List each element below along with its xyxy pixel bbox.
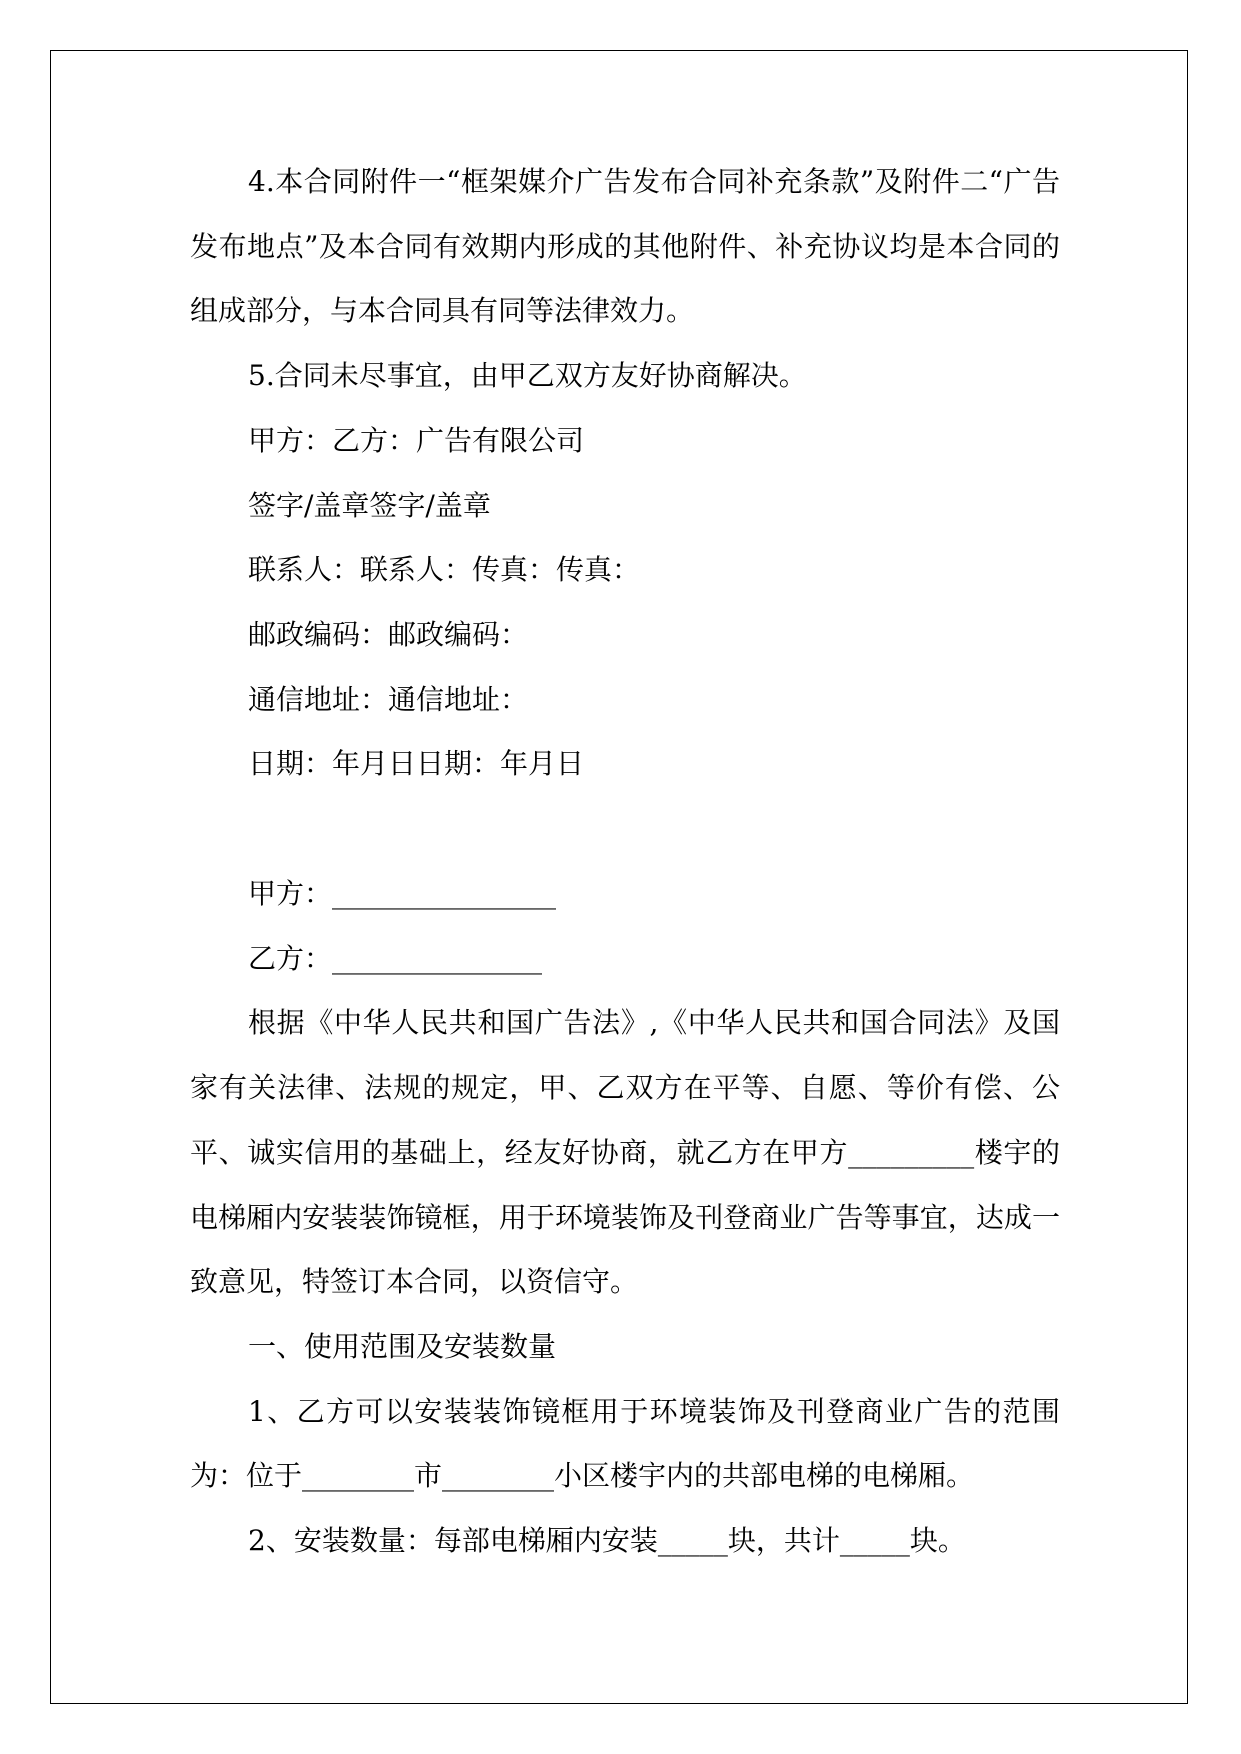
paragraph-party-a: 甲方：________________: [248, 877, 557, 911]
paragraph-signature: 签字/盖章签字/盖章: [248, 488, 491, 522]
paragraph-parties: 甲方：乙方：广告有限公司: [248, 423, 585, 457]
paragraph-party-b: 乙方：_______________: [248, 941, 543, 975]
paragraph-contact: 联系人：联系人：传真：传真：: [248, 553, 641, 587]
paragraph-attachments: 4.本合同附件一“框架媒介广告发布合同补充条款”及附件二“广告发布地点”及本合同有效期内形成的其他附件、补充协议均是本合同的组成部分，与本合同具有同等法律效力。: [190, 165, 1060, 328]
paragraph-scope: 1、乙方可以安装装饰镜框用于环境装饰及刊登商业广告的范围为：位于________市________小区楼宇内的共部电梯的电梯厢。: [190, 1394, 1060, 1493]
section-heading-scope: 一、使用范围及安装数量: [248, 1329, 557, 1363]
paragraph-date: 日期：年月日日期：年月日: [248, 747, 585, 781]
paragraph-postcode: 邮政编码：邮政编码：: [248, 617, 529, 651]
paragraph-quantity: 2、安装数量：每部电梯厢内安装_____块，共计_____块。: [248, 1524, 966, 1558]
paragraph-address: 通信地址：通信地址：: [248, 682, 529, 716]
document-body: [190, 150, 1060, 1574]
paragraph-unresolved-matters: 5.合同未尽事宜，由甲乙双方友好协商解决。: [248, 359, 807, 393]
paragraph-preamble: 根据《中华人民共和国广告法》,《中华人民共和国合同法》及国家有关法律、法规的规定，甲、乙双方在平等、自愿、等价有偿、公平、诚实信用的基础上，经友好协商，就乙方在甲方_________楼宇的电梯厢内安装装饰镜框，用于环境装饰及刊登商业广告等事宜，达成一致意见，特签订本合同，以资信守。: [190, 1006, 1060, 1299]
blank-line: [190, 797, 1060, 862]
